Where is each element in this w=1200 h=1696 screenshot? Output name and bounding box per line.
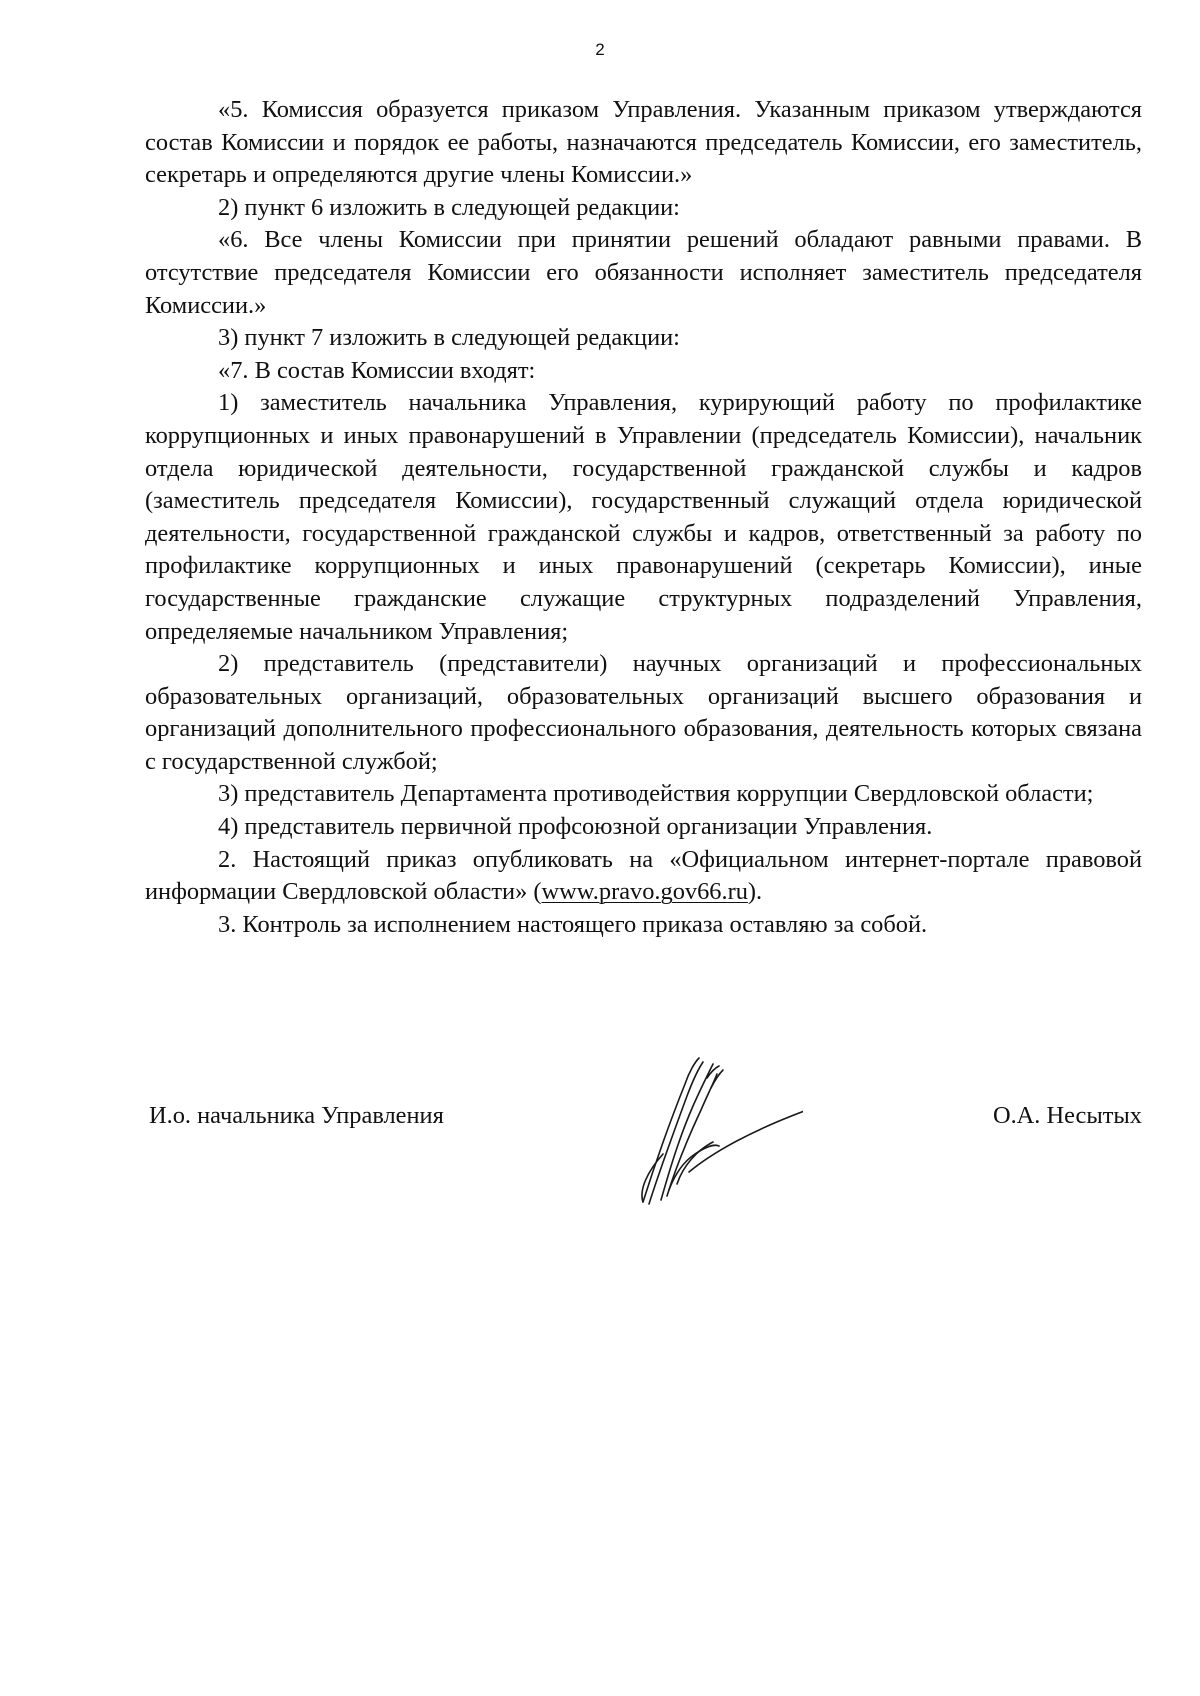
publish-text-after: ). (747, 878, 763, 906)
paragraph-amend-point-7: 3) пункт 7 изложить в следующей редакции: (218, 324, 680, 352)
signature-block (145, 1100, 1142, 1240)
paragraph-member-4: 4) представитель первичной профсоюзной организации Управления. (218, 813, 933, 841)
paragraph-member-3: 3) представитель Департамента противодействия коррупции Свердловской области; (218, 780, 1094, 808)
publish-text-before: 2. Настоящий приказ опубликовать на «Официальном интернет-портале правовой информации Свердловской области» ( (145, 845, 1142, 906)
paragraph-amend-point-6: 2) пункт 6 изложить в следующей редакции: (218, 193, 680, 221)
pravo-portal-link[interactable]: www.pravo.gov66.ru (541, 878, 748, 906)
paragraph-publish (145, 844, 1142, 909)
handwritten-signature (603, 1054, 803, 1214)
paragraph-item-5-text: «5. Комиссия образуется приказом Управления. Указанным приказом утверждаются состав Комиссии и порядок ее работы, назначаются председатель Комиссии, его заместитель, секретарь и определяются другие члены Комиссии.» (145, 96, 1142, 189)
paragraph-item-7-intro: «7. В состав Комиссии входят: (218, 356, 536, 384)
page-number: 2 (595, 40, 605, 59)
paragraph-control: 3. Контроль за исполнением настоящего приказа оставляю за собой. (218, 910, 928, 938)
signatory-name: О.А. Несытых (992, 1102, 1142, 1129)
document-body (145, 94, 1142, 941)
signatory-title: И.о. начальника Управления (149, 1102, 444, 1129)
paragraph-member-1: 1) заместитель начальника Управления, курирующий работу по профилактике коррупционных и иных правонарушений в Управлении (председатель Комиссии), начальник отдела юридической деятельности, государственной гражданской службы и кадров (заместитель председателя Комиссии), государственный служащий отдела юридической деятельности, государственной гражданской службы и кадров, ответственный за работу по профилактике коррупционных и иных правонарушений (секретарь Комиссии), иные государственные гражданские служащие структурных подразделений Управления, определяемые начальником Управления; (145, 389, 1142, 645)
paragraph-member-2: 2) представитель (представители) научных организаций и профессиональных образовательных организаций, образовательных организаций высшего образования и организаций дополнительного профессионального образования, деятельность которых связана с государственной службой; (145, 650, 1142, 775)
paragraph-item-6-text: «6. Все члены Комиссии при принятии решений обладают равными правами. В отсутствие председателя Комиссии его обязанности исполняет заместитель председателя Комиссии.» (145, 226, 1142, 319)
